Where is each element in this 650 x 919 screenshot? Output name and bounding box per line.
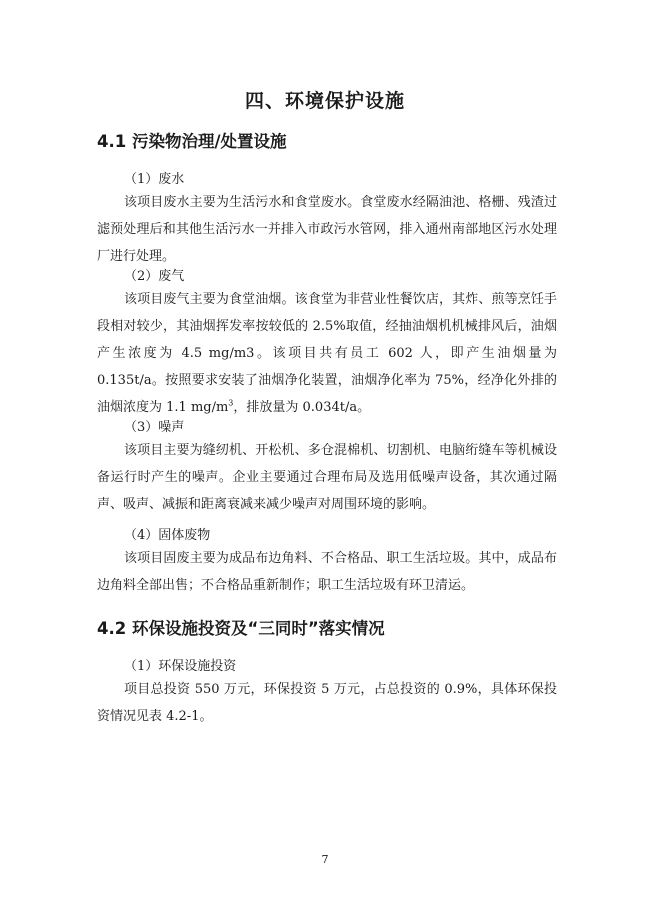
paragraph-noise: 该项目主要为缝纫机、开松机、多仓混棉机、切割机、电脑绗缝车等机械设备运行时产生的噪声。企业主要通过合理布局及选用低噪声设备，其次通过隔声、吸声、减振和距离衰减来减少噪声对周围环境的影响。	[97, 443, 557, 512]
section-title-4-1: 4.1 污染物治理/处置设施	[97, 132, 287, 151]
page-number: 7	[321, 853, 329, 866]
subheading-wastewater: （1）废水	[124, 172, 185, 187]
paragraph-solid-waste: 该项目固废主要为成品布边角料、不合格品、职工生活垃圾。其中，成品布边角料全部出售；不合格品重新制作；职工生活垃圾有环卫清运。	[97, 551, 557, 593]
subheading-investment: （1）环保设施投资	[124, 659, 237, 674]
paragraph-investment: 项目总投资 550 万元，环保投资 5 万元，占总投资的 0.9%，具体环保投资情况见表 4.2-1。	[97, 682, 557, 724]
superscript-cubic: 3	[228, 398, 234, 408]
waste-gas-text-after: ，排放量为 0.034t/a。	[233, 400, 371, 415]
paragraph-waste-gas	[97, 286, 557, 421]
subheading-waste-gas: （2）废气	[124, 269, 185, 284]
paragraph-wastewater: 该项目废水主要为生活污水和食堂废水。食堂废水经隔油池、格栅、残渣过滤预处理后和其他生活污水一并排入市政污水管网，排入通州南部地区污水处理厂进行处理。	[97, 195, 557, 264]
subheading-solid-waste: （4）固体废物	[124, 528, 211, 543]
chapter-title: 四、环境保护设施	[244, 90, 405, 112]
section-title-4-2: 4.2 环保设施投资及“三同时”落实情况	[97, 619, 385, 638]
waste-gas-text: 该项目废气主要为食堂油烟。该食堂为非营业性餐饮店，其炸、煎等烹饪手段相对较少，其油烟挥发率按较低的 2.5%取值，经抽油烟机机械排风后，油烟产生浓度为 4.5 mg/m3。该项目共有员工 602 人，即产生油烟量为 0.135t/a。按照要求安装了油烟净化装置，油烟净化率为 75%，经净化外排的油烟浓度为 1.1 mg/m	[97, 292, 557, 415]
subheading-noise: （3）噪声	[124, 420, 185, 435]
